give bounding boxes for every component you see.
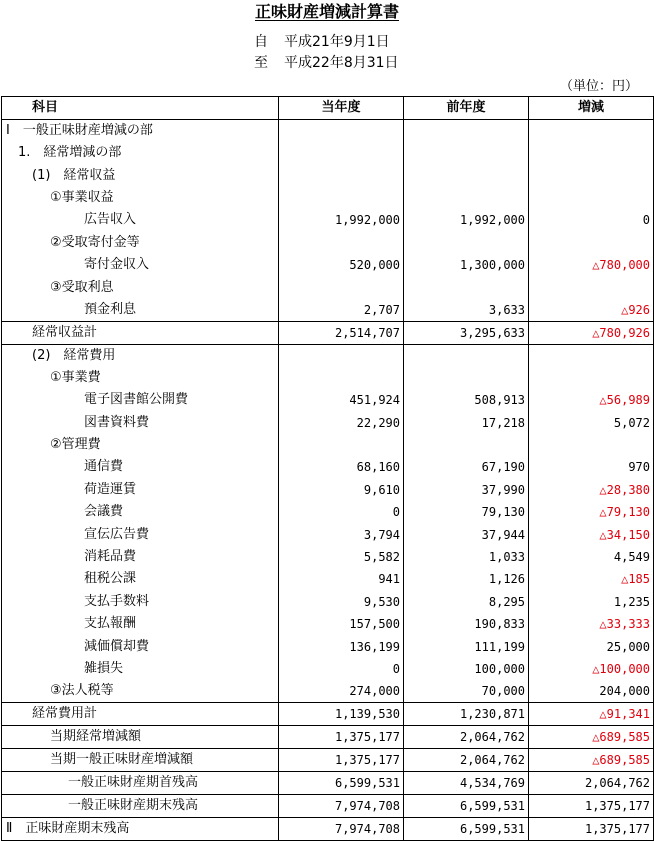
table-row (2, 613, 654, 635)
current-year-value: 2,514,707 (279, 321, 404, 344)
row-label: 支払手数料 (2, 591, 279, 613)
previous-year-value: 4,534,769 (404, 772, 529, 795)
table-row (2, 795, 654, 818)
current-year-value (279, 187, 404, 209)
statement-title: 正味財産増減計算書 (254, 2, 399, 21)
change-value: 970 (529, 456, 654, 478)
previous-year-value: 6,599,531 (404, 818, 529, 841)
previous-year-value: 2,064,762 (404, 749, 529, 772)
change-value (529, 434, 654, 456)
previous-year-value: 1,230,871 (404, 703, 529, 726)
row-label: 減価償却費 (2, 635, 279, 657)
row-label: 一般正味財産期首残高 (2, 772, 279, 795)
table-row (2, 232, 654, 254)
row-label: 当期一般正味財産増減額 (2, 749, 279, 772)
previous-year-value: 1,033 (404, 546, 529, 568)
previous-year-value: 3,295,633 (404, 321, 529, 344)
previous-year-value (404, 232, 529, 254)
current-year-value: 68,160 (279, 456, 404, 478)
table-row (2, 501, 654, 523)
current-year-value: 2,707 (279, 299, 404, 322)
table-row (2, 120, 654, 143)
row-label: 電子図書館公開費 (2, 389, 279, 411)
previous-year-value: 67,190 (404, 456, 529, 478)
current-year-value (279, 434, 404, 456)
current-year-value: 0 (279, 658, 404, 680)
table-header-row (2, 97, 654, 120)
row-label: ②受取寄付金等 (2, 232, 279, 254)
change-value: 5,072 (529, 412, 654, 434)
table-row (2, 389, 654, 411)
previous-year-value (404, 434, 529, 456)
change-value: △91,341 (529, 703, 654, 726)
table-row (2, 680, 654, 703)
change-value: △79,130 (529, 501, 654, 523)
previous-year-value: 17,218 (404, 412, 529, 434)
current-year-value: 274,000 (279, 680, 404, 703)
change-value: △780,000 (529, 254, 654, 276)
current-year-value: 451,924 (279, 389, 404, 411)
current-year-value: 941 (279, 568, 404, 590)
table-row (2, 703, 654, 726)
current-year-value (279, 142, 404, 164)
row-label: 広告収入 (2, 209, 279, 231)
row-label: 預金利息 (2, 299, 279, 322)
previous-year-value (404, 120, 529, 143)
row-label: 会議費 (2, 501, 279, 523)
row-label: ①事業収益 (2, 187, 279, 209)
row-label: Ⅱ 正味財産期末残高 (2, 818, 279, 841)
previous-year-value: 111,199 (404, 635, 529, 657)
period-from-date: 平成21年9月1日 (284, 34, 390, 50)
table-row (2, 299, 654, 322)
previous-year-value (404, 164, 529, 186)
change-value (529, 187, 654, 209)
previous-year-value: 1,992,000 (404, 209, 529, 231)
change-value: 2,064,762 (529, 772, 654, 795)
table-row (2, 254, 654, 276)
row-label: 通信費 (2, 456, 279, 478)
change-value (529, 344, 654, 367)
change-value: 0 (529, 209, 654, 231)
change-value: △100,000 (529, 658, 654, 680)
table-row (2, 635, 654, 657)
table-row (2, 546, 654, 568)
header-item: 科目 (2, 97, 279, 120)
previous-year-value: 70,000 (404, 680, 529, 703)
previous-year-value (404, 142, 529, 164)
current-year-value: 9,530 (279, 591, 404, 613)
table-row (2, 818, 654, 841)
row-label: 寄付金収入 (2, 254, 279, 276)
change-value: 204,000 (529, 680, 654, 703)
row-label: 当期経常増減額 (2, 726, 279, 749)
table-row (2, 209, 654, 231)
current-year-value: 1,375,177 (279, 726, 404, 749)
change-value: △689,585 (529, 749, 654, 772)
current-year-value (279, 276, 404, 298)
header-previous-year: 前年度 (404, 97, 529, 120)
previous-year-value: 8,295 (404, 591, 529, 613)
row-label: ③法人税等 (2, 680, 279, 703)
change-value (529, 276, 654, 298)
row-label: Ⅰ 一般正味財産増減の部 (2, 120, 279, 143)
current-year-value (279, 164, 404, 186)
table-row (2, 434, 654, 456)
row-label: ①事業費 (2, 367, 279, 389)
previous-year-value: 2,064,762 (404, 726, 529, 749)
change-value (529, 164, 654, 186)
table-row (2, 658, 654, 680)
current-year-value: 5,582 (279, 546, 404, 568)
previous-year-value: 1,126 (404, 568, 529, 590)
change-value: 4,549 (529, 546, 654, 568)
period-to (254, 53, 399, 73)
change-value: △926 (529, 299, 654, 322)
current-year-value: 7,974,708 (279, 818, 404, 841)
previous-year-value: 190,833 (404, 613, 529, 635)
row-label: (1) 経常収益 (2, 164, 279, 186)
table-row (2, 523, 654, 545)
table-row (2, 749, 654, 772)
change-value: △33,333 (529, 613, 654, 635)
change-value: 1,235 (529, 591, 654, 613)
previous-year-value (404, 344, 529, 367)
previous-year-value (404, 187, 529, 209)
period-to-label: 至 (254, 55, 268, 71)
row-label: 雑損失 (2, 658, 279, 680)
row-label: 図書資料費 (2, 412, 279, 434)
table-row (2, 164, 654, 186)
previous-year-value: 37,944 (404, 523, 529, 545)
previous-year-value: 3,633 (404, 299, 529, 322)
current-year-value: 9,610 (279, 479, 404, 501)
change-value: 1,375,177 (529, 795, 654, 818)
statement-table (1, 96, 654, 841)
unit-label: （単位：円） (559, 79, 638, 94)
current-year-value: 136,199 (279, 635, 404, 657)
current-year-value (279, 367, 404, 389)
change-value: △34,150 (529, 523, 654, 545)
table-row (2, 142, 654, 164)
header-current-year: 当年度 (279, 97, 404, 120)
previous-year-value: 79,130 (404, 501, 529, 523)
row-label: 荷造運賃 (2, 479, 279, 501)
current-year-value: 3,794 (279, 523, 404, 545)
current-year-value: 1,139,530 (279, 703, 404, 726)
table-row (2, 772, 654, 795)
current-year-value (279, 232, 404, 254)
row-label: (2) 経常費用 (2, 344, 279, 367)
change-value: 25,000 (529, 635, 654, 657)
table-row (2, 321, 654, 344)
previous-year-value: 508,913 (404, 389, 529, 411)
change-value: △780,926 (529, 321, 654, 344)
change-value: △185 (529, 568, 654, 590)
table-row (2, 479, 654, 501)
change-value (529, 232, 654, 254)
row-label: ③受取利息 (2, 276, 279, 298)
change-value (529, 142, 654, 164)
change-value: △28,380 (529, 479, 654, 501)
row-label: 支払報酬 (2, 613, 279, 635)
table-row (2, 276, 654, 298)
row-label: 1. 経常増減の部 (2, 142, 279, 164)
row-label: 経常費用計 (2, 703, 279, 726)
period-to-date: 平成22年8月31日 (284, 55, 399, 71)
change-value (529, 367, 654, 389)
current-year-value: 7,974,708 (279, 795, 404, 818)
current-year-value: 1,992,000 (279, 209, 404, 231)
change-value: 1,375,177 (529, 818, 654, 841)
row-label: 一般正味財産期末残高 (2, 795, 279, 818)
current-year-value: 0 (279, 501, 404, 523)
change-value (529, 120, 654, 143)
previous-year-value: 6,599,531 (404, 795, 529, 818)
row-label: 宣伝広告費 (2, 523, 279, 545)
change-value: △56,989 (529, 389, 654, 411)
current-year-value: 22,290 (279, 412, 404, 434)
change-value: △689,585 (529, 726, 654, 749)
current-year-value: 520,000 (279, 254, 404, 276)
table-row (2, 591, 654, 613)
table-row (2, 456, 654, 478)
table-row (2, 187, 654, 209)
row-label: 租税公課 (2, 568, 279, 590)
row-label: ②管理費 (2, 434, 279, 456)
previous-year-value (404, 367, 529, 389)
table-row (2, 412, 654, 434)
current-year-value (279, 120, 404, 143)
table-row (2, 367, 654, 389)
table-body (2, 120, 654, 841)
previous-year-value (404, 276, 529, 298)
table-row (2, 726, 654, 749)
previous-year-value: 1,300,000 (404, 254, 529, 276)
previous-year-value: 100,000 (404, 658, 529, 680)
period-from (254, 32, 390, 52)
current-year-value (279, 344, 404, 367)
row-label: 消耗品費 (2, 546, 279, 568)
row-label: 経常収益計 (2, 321, 279, 344)
current-year-value: 6,599,531 (279, 772, 404, 795)
current-year-value: 1,375,177 (279, 749, 404, 772)
previous-year-value: 37,990 (404, 479, 529, 501)
table-row (2, 344, 654, 367)
current-year-value: 157,500 (279, 613, 404, 635)
table-row (2, 568, 654, 590)
period-from-label: 自 (254, 34, 268, 50)
header-change: 増減 (529, 97, 654, 120)
